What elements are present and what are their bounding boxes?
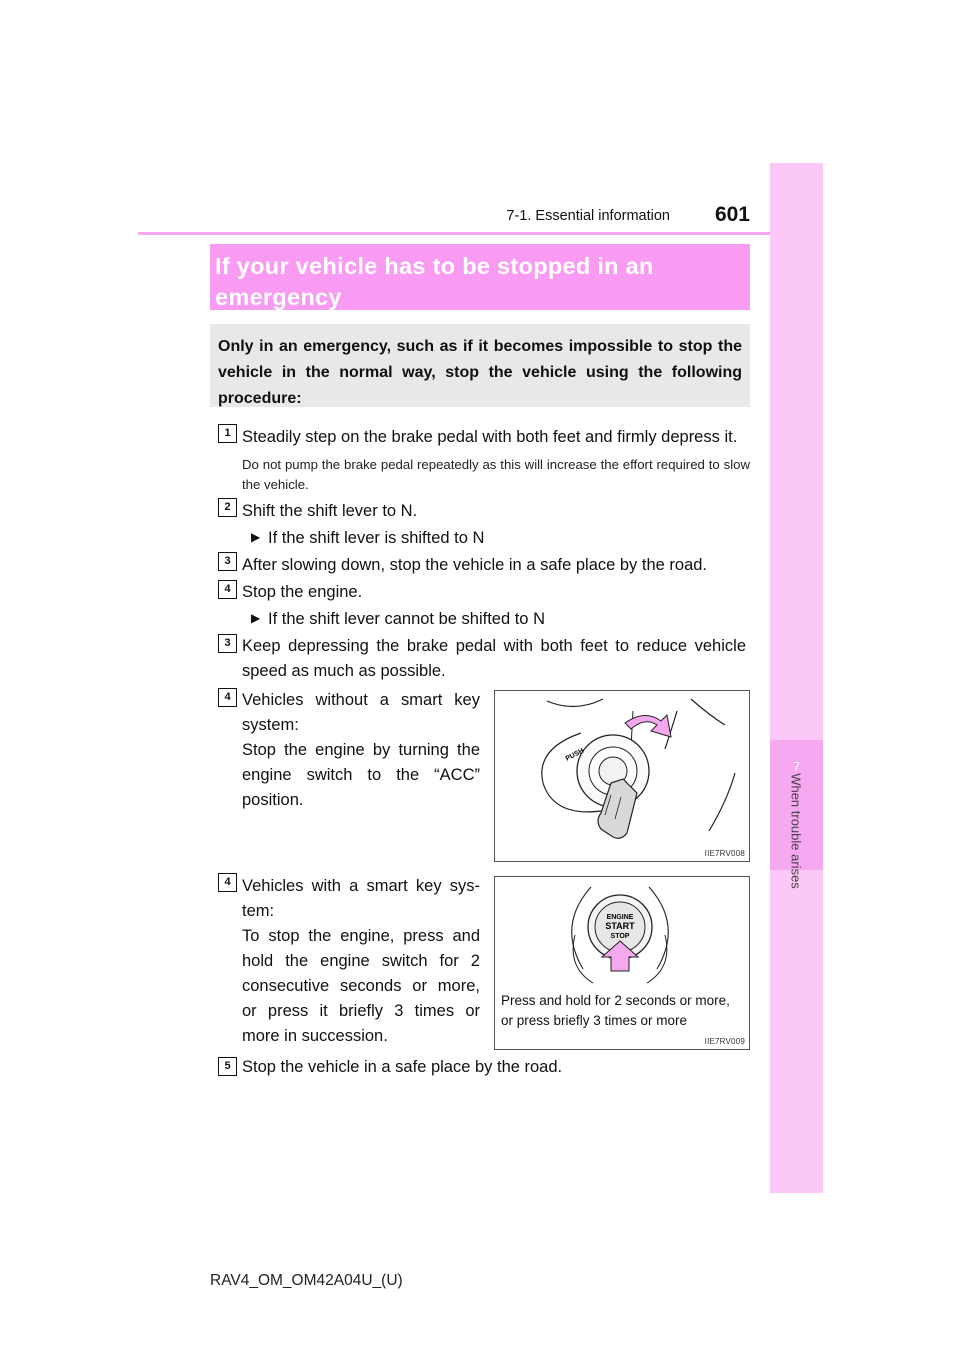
header-rule — [138, 232, 822, 235]
step-text: Steadily step on the brake pedal with both feet and firmly depress it. — [242, 428, 738, 446]
chapter-side-tab[interactable] — [770, 163, 823, 1193]
step-badge: 1 — [218, 424, 237, 443]
page-title: If your vehicle has to be stopped in an emergency — [215, 253, 654, 310]
figure-code: IIE7RV008 — [704, 849, 745, 858]
step-text: system: — [242, 716, 299, 734]
key-switch-figure — [494, 690, 750, 862]
engine-button-figure — [494, 876, 750, 1050]
step-text: Stop the engine. — [242, 583, 363, 601]
step-badge: 3 — [218, 552, 237, 571]
sub-heading: If the shift lever cannot be shifted to N — [268, 610, 545, 628]
step-text: Stop the vehicle in a safe place by the road. — [242, 1058, 563, 1076]
title-banner — [210, 244, 750, 310]
step-badge: 5 — [218, 1057, 237, 1076]
chapter-number: 7 — [792, 759, 801, 774]
section-title: 7-1. Essential information — [506, 208, 670, 224]
figure-caption-line: Press and hold for 2 seconds or more, — [501, 993, 730, 1008]
step-badge: 4 — [218, 688, 237, 707]
step-badge: 4 — [218, 580, 237, 599]
step-text: tem: — [242, 902, 275, 920]
figure-code: IIE7RV009 — [704, 1037, 745, 1046]
step-text: Keep depressing the brake pedal with both feet to reduce vehicle speed as much as possible. — [242, 637, 746, 680]
step-text: Shift the shift lever to N. — [242, 502, 418, 520]
step-text: After slowing down, stop the vehicle in a safe place by the road. — [242, 556, 708, 574]
intro-text: Only in an emergency, such as if it becomes impossible to stop the vehicle in the normal way, stop the vehicle using the following procedure: — [218, 338, 742, 407]
figure-caption — [501, 991, 730, 1031]
step-text: Stop the engine by turning the engine switch to the “ACC” position. — [242, 741, 480, 809]
button-label-line: START — [605, 921, 635, 931]
step-text: To stop the engine, press and hold the engine switch for 2 consecutive seconds or more, or press it briefly 3 times or more in succession. — [242, 927, 480, 1045]
step-text: Vehicles without a smart key — [242, 691, 480, 709]
engine-button-illustration — [495, 877, 749, 989]
step-badge: 4 — [218, 873, 237, 892]
bullet-arrow-icon: ▶ — [251, 530, 261, 544]
step-badge: 2 — [218, 498, 237, 517]
bullet-arrow-icon: ▶ — [251, 611, 261, 625]
sub-heading: If the shift lever is shifted to N — [268, 529, 485, 547]
intro-box — [210, 324, 750, 407]
step-text: Vehicles with a smart key sys- — [242, 877, 480, 895]
figure-caption-line: or press briefly 3 times or more — [501, 1013, 688, 1028]
page-number: 601 — [714, 203, 750, 226]
chapter-label: When trouble arises — [788, 773, 804, 889]
key-switch-illustration — [495, 691, 749, 861]
button-label-line: ENGINE — [606, 914, 634, 921]
step-badge: 3 — [218, 634, 237, 653]
push-label: PUSH — [564, 747, 586, 763]
step-note: Do not pump the brake pedal repeatedly as this will increase the effort required to slow the vehicle. — [242, 457, 750, 492]
button-label-line: STOP — [610, 933, 630, 940]
document-code: RAV4_OM_OM42A04U_(U) — [210, 1272, 403, 1289]
